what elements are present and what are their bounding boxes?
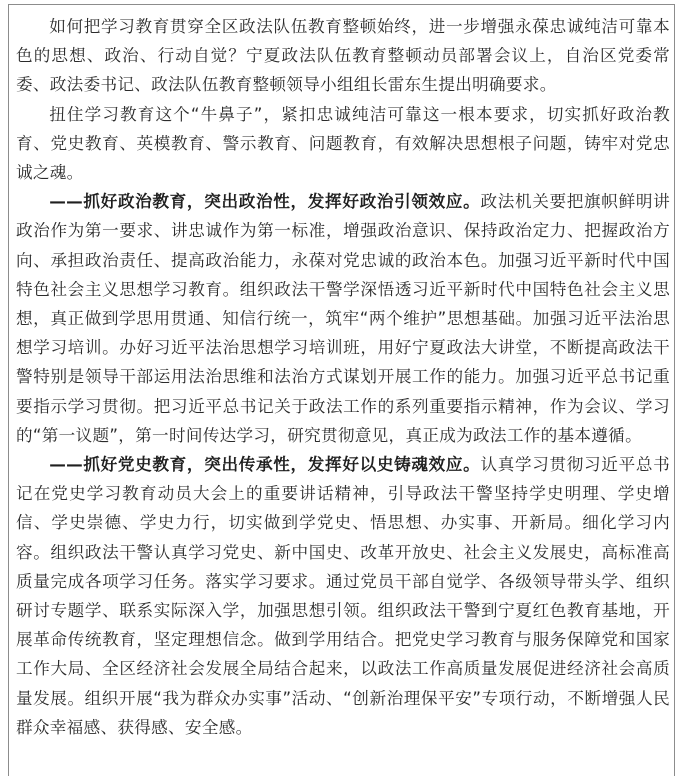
article-body	[16, 12, 670, 742]
paragraph-text: 政法机关要把旗帜鲜明讲政治作为第一要求、讲忠诚作为第一标准，增强政治意识、保持政治定力、把握政治方向、承担政治责任、提高政治能力，永葆对党忠诚的政治本色。加强习近平新时代中国特色社会主义思想学习教育。组织政法干警学深悟透习近平新时代中国特色社会主义思想，真正做到学思用贯通、知信行统一，筑牢“两个维护”思想基础。加强习近平法治思想学习培训。办好习近平法治思想学习培训班，用好宁夏政法大讲堂，不断提高政法干警特别是领导干部运用法治思维和法治方式谋划开展工作的能力。加强习近平总书记重要指示学习贯彻。把习近平总书记关于政法工作的系列重要指示精神，作为会议、学习的“第一议题”，第一时间传达学习，研究贯彻意见，真正成为政法工作的基本遵循。	[16, 192, 670, 445]
paragraph-text: 扭住学习教育这个“牛鼻子”，紧扣忠诚纯洁可靠这一根本要求，切实抓好政治教育、党史教育、英模教育、警示教育、问题教育，有效解决思想根子问题，铸牢对党忠诚之魂。	[16, 104, 670, 183]
paragraph-intro	[16, 12, 670, 100]
paragraph-political-education	[16, 187, 670, 450]
paragraph-text: 如何把学习教育贯穿全区政法队伍教育整顿始终，进一步增强永葆忠诚纯洁可靠本色的思想、政治、行动自觉？宁夏政法队伍教育整顿动员部署会议上，自治区党委常委、政法委书记、政法队伍教育整顿领导小组组长雷东生提出明确要求。	[16, 17, 670, 95]
paragraph-summary	[16, 100, 670, 188]
paragraph-party-history-education	[16, 450, 670, 742]
paragraph-text: 认真学习贯彻习近平总书记在党史学习教育动员大会上的重要讲话精神，引导政法干警坚持学史明理、学史增信、学史崇德、学史力行，切实做到学党史、悟思想、办实事、开新局。细化学习内容。组织政法干警认真学习党史、新中国史、改革开放史、社会主义发展史，高标准高质量完成各项学习任务。落实学习要求。通过党员干部自觉学、各级领导带头学、组织研讨专题学、联系实际深入学，加强思想引领。组织政法干警到宁夏红色教育基地，开展革命传统教育，坚定理想信念。做到学用结合。把党史学习教育与服务保障党和国家工作大局、全区经济社会发展全局结合起来，以政法工作高质量发展促进经济社会高质量发展。组织开展“我为群众办实事”活动、“创新治理保平安”专项行动，不断增强人民群众幸福感、获得感、安全感。	[16, 455, 670, 737]
section-heading: ——抓好党史教育，突出传承性，发挥好以史铸魂效应。	[49, 455, 481, 475]
section-heading: ——抓好政治教育，突出政治性，发挥好政治引领效应。	[49, 192, 481, 212]
